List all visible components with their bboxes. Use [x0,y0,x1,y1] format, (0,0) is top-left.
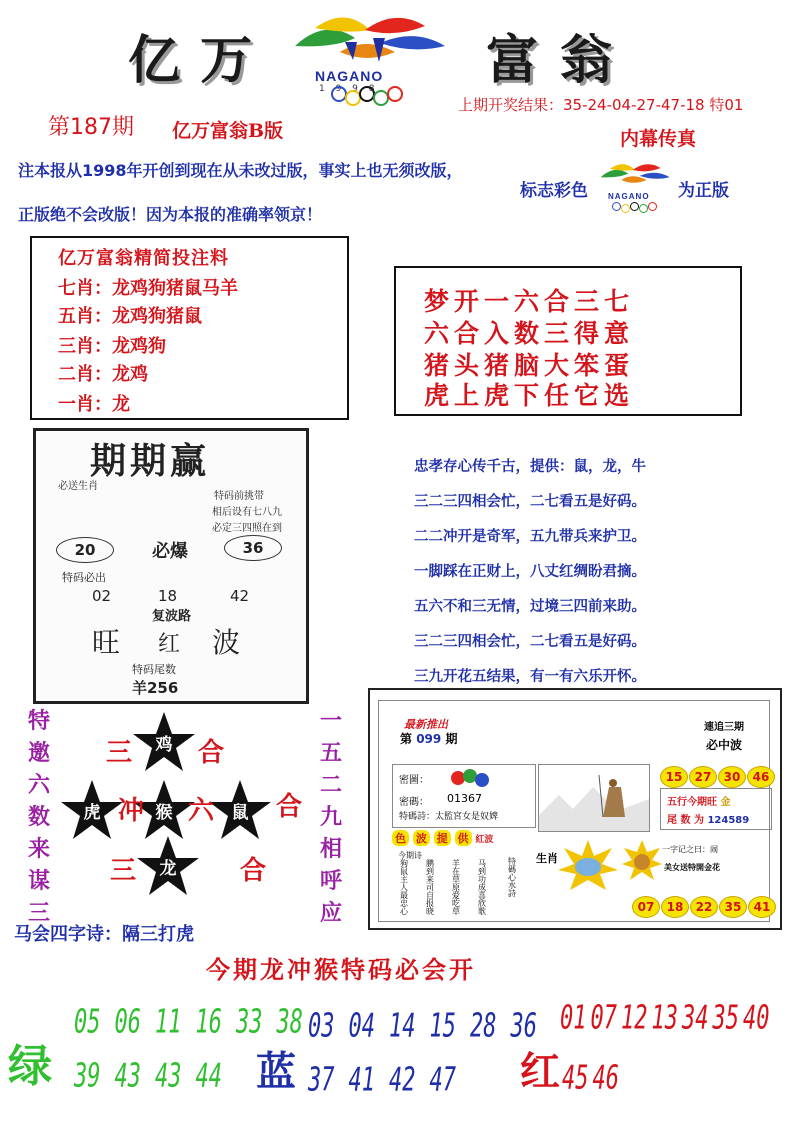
mini-streak: 連追三期 [704,722,744,733]
title-char-yi: 亿 [128,30,181,91]
panel-char-san-bottom: 三 [110,856,137,886]
clip-num-2: 18 [158,587,178,605]
red-row-1: 01 07 12 13 34 35 40 [560,1000,770,1038]
mini-balls-bottom: 07 18 22 35 41 [632,896,777,918]
left-vertical-text: 特 邀 六 数 来 谋 三 [27,709,50,926]
logo-word: NAGANO [315,68,384,84]
riddle-line-4: 虎上虎下任它选 [424,381,635,410]
green-row-2: 39 43 43 44 [74,1058,222,1096]
clip-num-right: 36 [224,535,282,561]
mini-pwd2-value: 01367 [447,792,482,805]
clip-line6: 特码尾数 [132,663,176,676]
mini-beauty: 美女送特開金花 [664,863,720,872]
panel-char-he-bottom: 合 [240,856,267,886]
clip-tail: 羊256 [132,679,179,697]
clip-line1-right: 特码前挑带 [214,491,264,502]
mini-password-box [392,764,536,828]
mini-landscape-image [538,764,650,832]
mini-balls-top: 15 27 30 46 [660,766,776,788]
clip-num-left: 20 [56,537,114,563]
tail-value: 124589 [707,815,750,826]
five-elem-value: 金 [720,797,731,808]
edition-label: 亿万富翁B版 [172,120,284,142]
mini-one-word: 一字记之曰：闹 [662,845,718,854]
mini-paper [368,688,782,930]
poem-line-4: 一脚踩在正财上，八丈红绸盼君摘。 [414,564,646,580]
zodiac-box [30,236,349,420]
mini-poem-col-3: 羊在草原爱吃草 [452,859,460,916]
zodiac-row-5: 五肖：龙鸡狗猪鼠 [58,306,202,327]
small-nagano-logo [596,156,672,214]
small-flower-emblem-icon [596,156,672,192]
mini-pwd2-label: 密碼： [399,797,429,808]
logo-note-right: 为正版 [678,181,729,201]
mini-poem-col-1: 狗鼠主人最忠心 [400,859,408,916]
logo-year: 1 9 9 8 [319,84,379,94]
star-monkey: 猴 [132,778,196,842]
blue-row-2: 37 41 42 47 [308,1062,456,1100]
mini-zodiac-word: 生肖 [536,852,558,865]
riddle-line-1: 梦开一六合三七 [424,287,635,316]
nagano-logo [285,8,450,103]
clip-title: 期期赢 [90,440,211,482]
inside-fax: 内幕传真 [620,128,697,150]
tail-label: 尾 数 为 [667,815,704,826]
green-row-1: 05 06 11 16 33 38 [74,1004,303,1042]
banner: 今期龙冲猴特码必会开 [206,955,476,984]
poem-line-3: 二二冲开是奇军，五九带兵来护卫。 [414,529,646,545]
small-olympic-rings-icon [610,202,660,212]
red-label: 红 [520,1049,560,1095]
zodiac-row-3: 三肖：龙鸡狗 [58,336,166,357]
scanned-clip [33,428,309,704]
riddle-line-3: 猪头猪脑大笨蛋 [424,351,635,380]
intro-line-1: 注本报从1998年开创到现在从未改过版，事实上也无须改版， [18,161,463,180]
mini-must-wave: 必中波 [706,738,743,752]
mini-five-elem [660,788,772,830]
logo-note-left: 标志彩色 [520,181,588,201]
mini-special-heart: 特碼心水詩 [508,857,516,898]
clip-line2: 相后设有七八九 [212,507,282,518]
mini-pwd-label: 密圖： [399,775,429,786]
sunburst-icon [558,840,618,890]
star-dragon: 龙 [136,834,200,898]
poem-line-5: 五六不和三无情，过境三四前来助。 [414,599,646,615]
monkey-icon [622,840,662,880]
title-char-weng: 翁 [560,30,613,91]
mini-latest: 最新推出 [404,718,448,731]
mountain-scholar-icon [539,765,649,831]
right-vertical-text: 一 五 二 九 相 呼 应 [319,709,342,926]
star-rat: 鼠 [208,778,272,842]
red-row-2: 45 46 [562,1060,619,1098]
poem-line-1: 忠孝存心传千古，提供：鼠，龙，牛 [414,459,646,475]
clip-line5: 复波路 [152,609,192,624]
clip-wave-2: 红 [158,632,181,657]
panel-char-he-right: 合 [276,792,303,822]
riddle-box [394,266,742,416]
blue-row-1: 03 04 14 15 28 36 [308,1008,537,1046]
small-logo-word: NAGANO [608,192,650,201]
title-char-wan: 万 [200,30,253,91]
panel-char-liu: 六 [188,796,215,826]
last-result: 上期开奖结果：35-24-04-27-47-18 特01 [458,96,744,114]
title-char-fu: 富 [486,30,539,91]
zodiac-row-2: 二肖：龙鸡 [58,364,148,385]
clip-burst: 必爆 [152,541,188,562]
clip-line3: 必定三四照在到 [212,523,282,534]
mini-color-wave: 色 波 提 供 紅波 [392,830,493,846]
poem-line-2: 三二三四相会忙，二七看五是好码。 [414,494,646,510]
clip-wave-1: 旺 [92,626,121,659]
star-panel [60,706,310,906]
poem-line-6: 三二三四相会忙，二七看五是好码。 [414,634,646,650]
mini-special-poem: 特碼詩：太監宮女是奴婢 [399,812,499,822]
clip-num-1: 02 [92,587,112,605]
poem-block [414,450,744,695]
intro-line-2: 正版绝不会改版！因为本报的准确率领京！ [18,205,323,224]
clip-line1-left: 必送生肖 [58,481,98,492]
blue-label: 蓝 [256,1049,296,1095]
panel-char-chong: 冲 [118,796,145,826]
star-rooster: 鸡 [132,710,196,774]
mini-poem-col-4: 马到功成喜欣歌 [478,859,486,916]
riddle-line-2: 六合入数三得意 [424,319,635,348]
issue-number: 第187期 [48,115,134,140]
zodiac-row-7: 七肖：龙鸡狗猪鼠马羊 [58,278,238,299]
star-tiger: 虎 [60,778,124,842]
zodiac-heading: 亿万富翁精简投注料 [58,248,229,269]
horse-poem: 马会四字诗：隔三打虎 [14,924,194,945]
panel-char-san-top: 三 [106,738,133,768]
poem-line-7: 三九开花五结果，有一有六乐开怀。 [414,669,646,685]
zodiac-row-1: 一肖：龙 [58,394,130,415]
olympic-rings-icon [325,86,405,102]
clip-num-3: 42 [230,587,250,605]
ball-cluster-icon [451,767,499,789]
mini-issue: 第 099 期 [400,732,458,746]
clip-line4: 特码必出 [62,571,106,584]
panel-char-he-top: 合 [198,738,225,768]
green-label: 绿 [8,1041,52,1092]
clip-wave-3: 波 [212,626,241,659]
five-elem-label: 五行今期旺 [667,797,717,808]
mini-col-heading: 今期诗 [398,851,422,860]
mini-poem-col-2: 鹏到来司自报晓 [426,859,434,916]
flower-emblem-icon [285,8,450,70]
